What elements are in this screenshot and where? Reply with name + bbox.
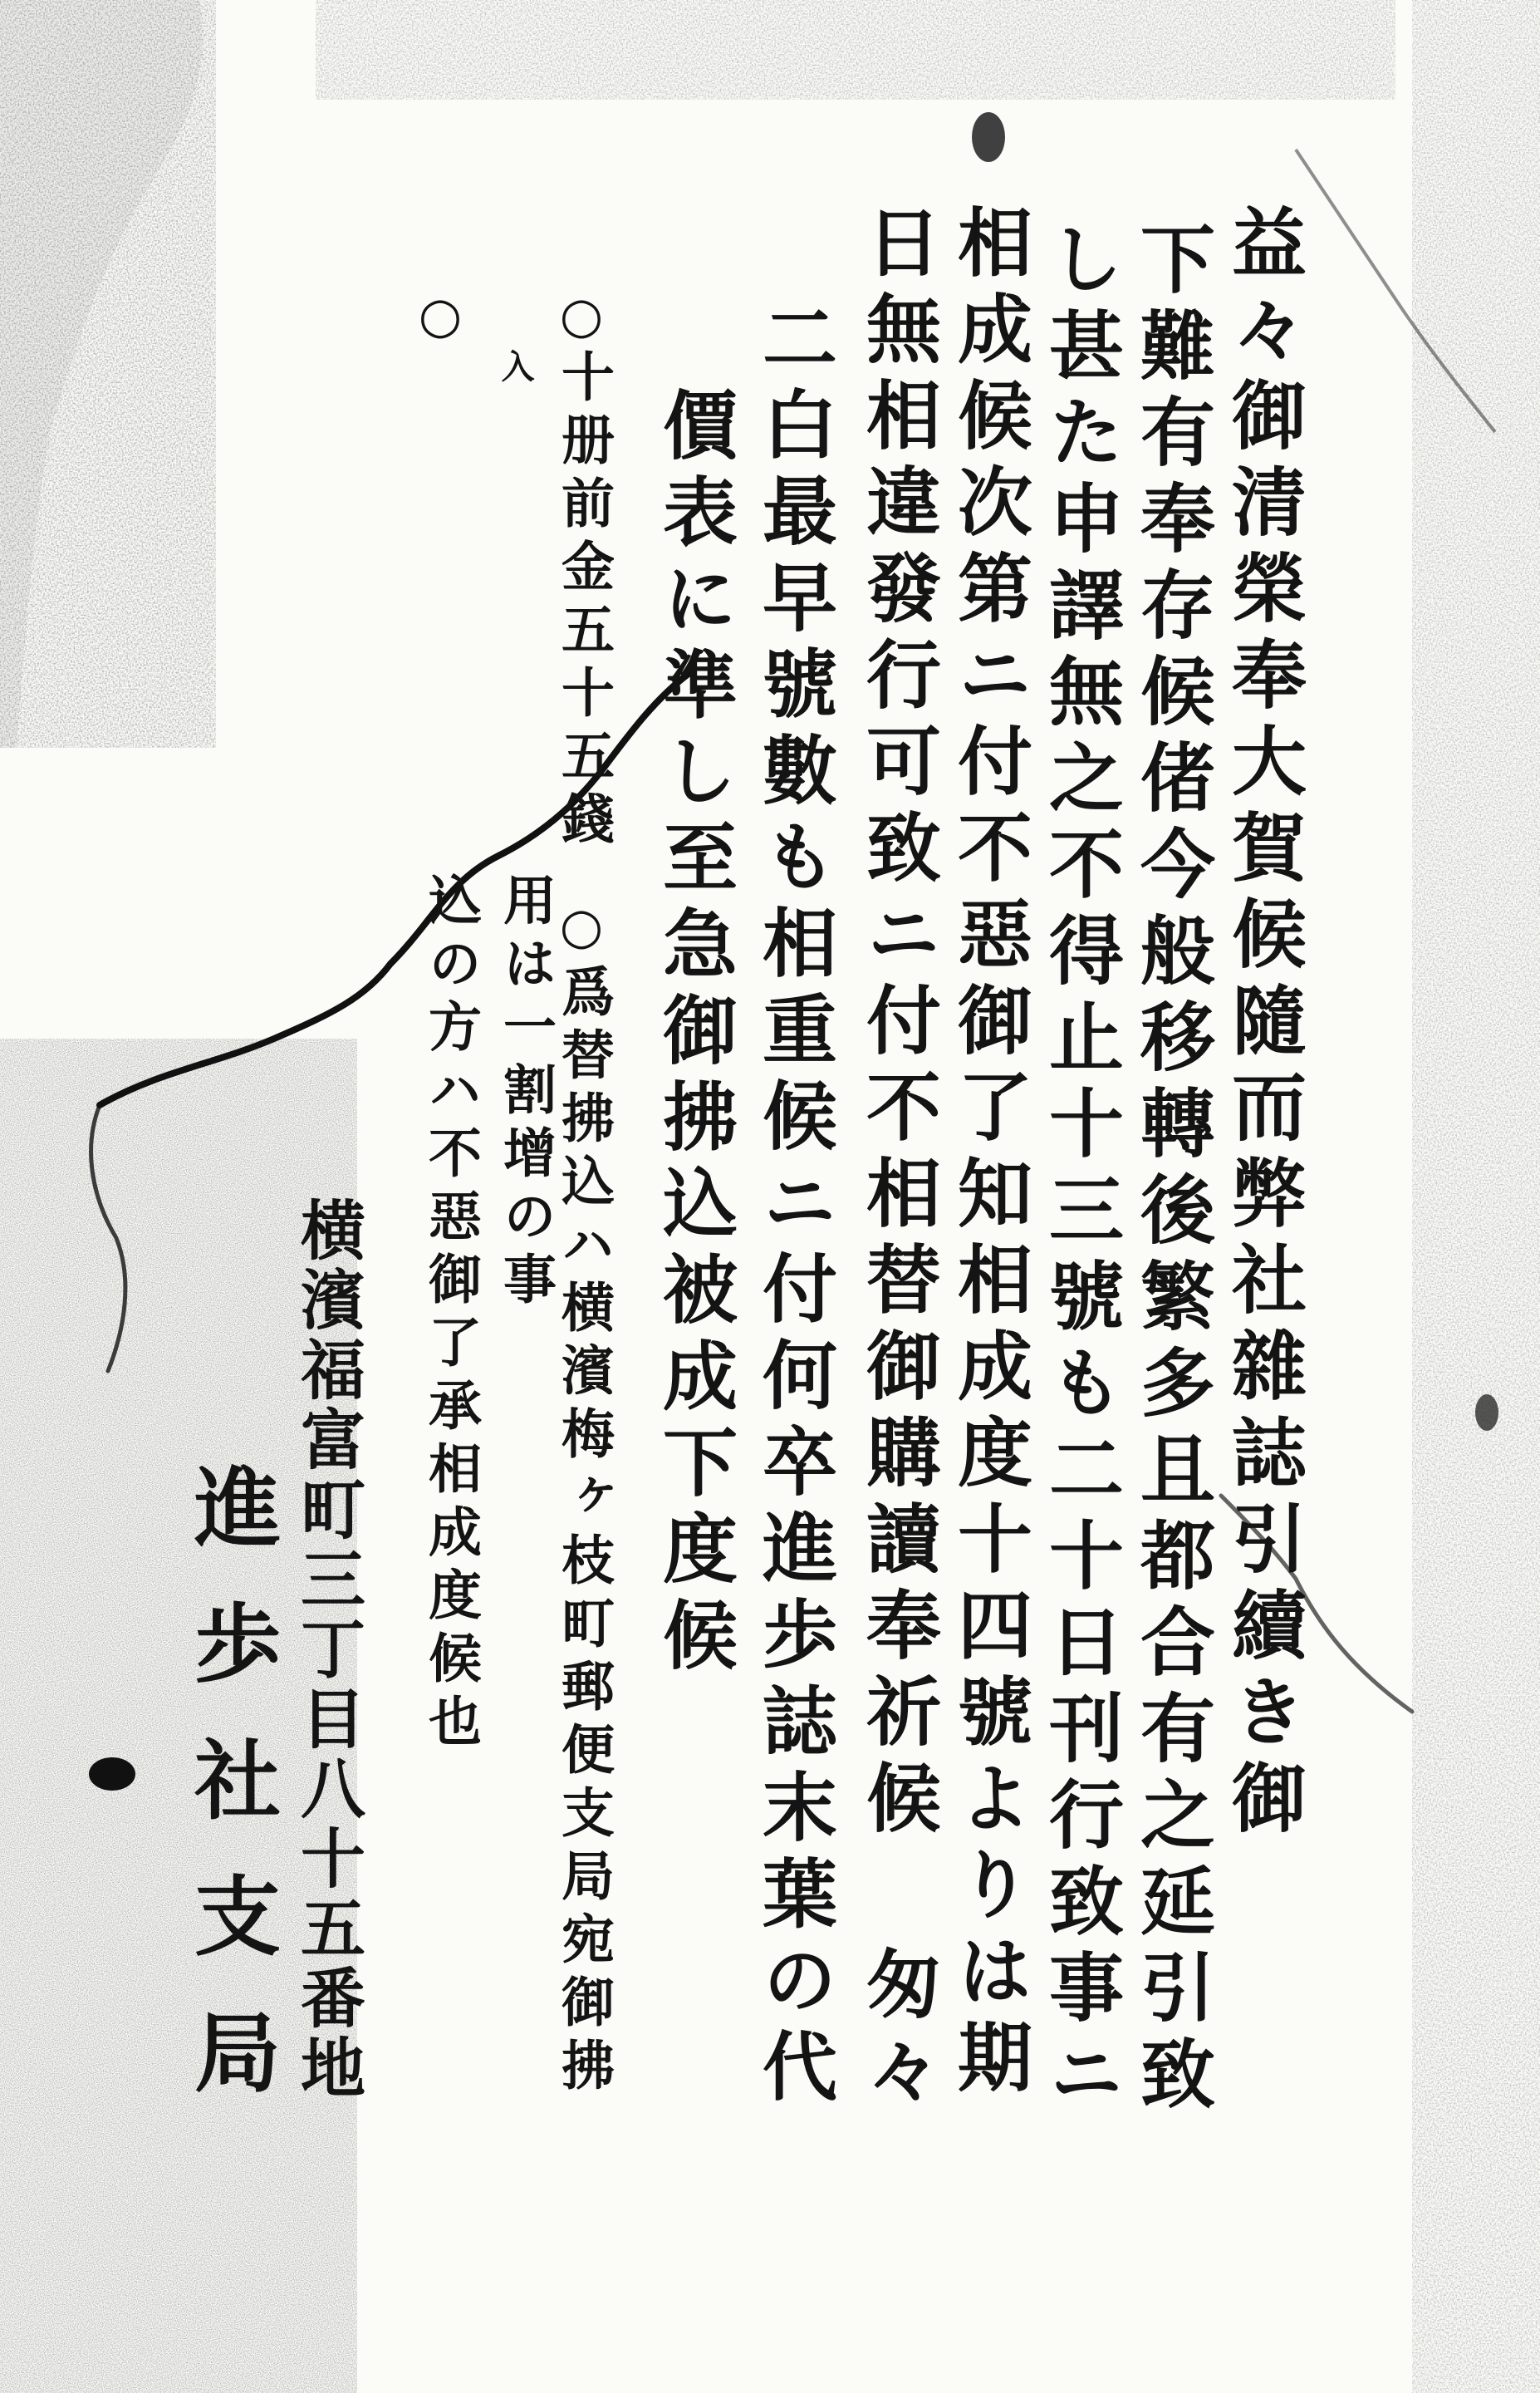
- note-price: 十册前金五十五錢: [552, 349, 615, 854]
- publisher-name: 進歩社支局: [179, 1462, 282, 2144]
- note-remittance: 爲替拂込ハ横濱梅ヶ枝町郵便支局宛御拂: [552, 964, 615, 2101]
- body-column-4: 相成候次第ニ付不惡御了知相成度十四號よりは期: [944, 204, 1032, 2105]
- note-stamp-fee: 用は一割增の事: [494, 872, 557, 1314]
- body-column-2: 下難有奉存候偖今般移轉後繁多且都合有之延引致: [1127, 220, 1215, 2121]
- body-column-1: 益々御清榮奉大賀候隨而弊社雜誌引續き御: [1219, 204, 1307, 1845]
- body-column-6: 二白最早號數も相重候ニ付何卒進歩誌末葉の代: [749, 299, 837, 2114]
- circle-marker-3: ○: [411, 287, 469, 345]
- body-column-3: し甚た申譯無之不得止十三號も二十日刊行致事ニ: [1036, 220, 1124, 2121]
- circle-marker-1: ○: [552, 287, 611, 345]
- body-column-7: 價表に準し至急御拂込被成下度候: [650, 386, 738, 1683]
- publisher-address: 横濱福富町三丁目八十五番地: [290, 1196, 365, 2104]
- circle-marker-2: ○: [552, 897, 611, 956]
- note-stamp-closing: 込の方ハ不惡御了承相成度候也: [419, 872, 482, 1757]
- body-column-5: 日無相違發行可致ニ付不相替御購讀奉祈候 匆々: [853, 204, 941, 2118]
- note-stamp-label: 入: [496, 349, 535, 392]
